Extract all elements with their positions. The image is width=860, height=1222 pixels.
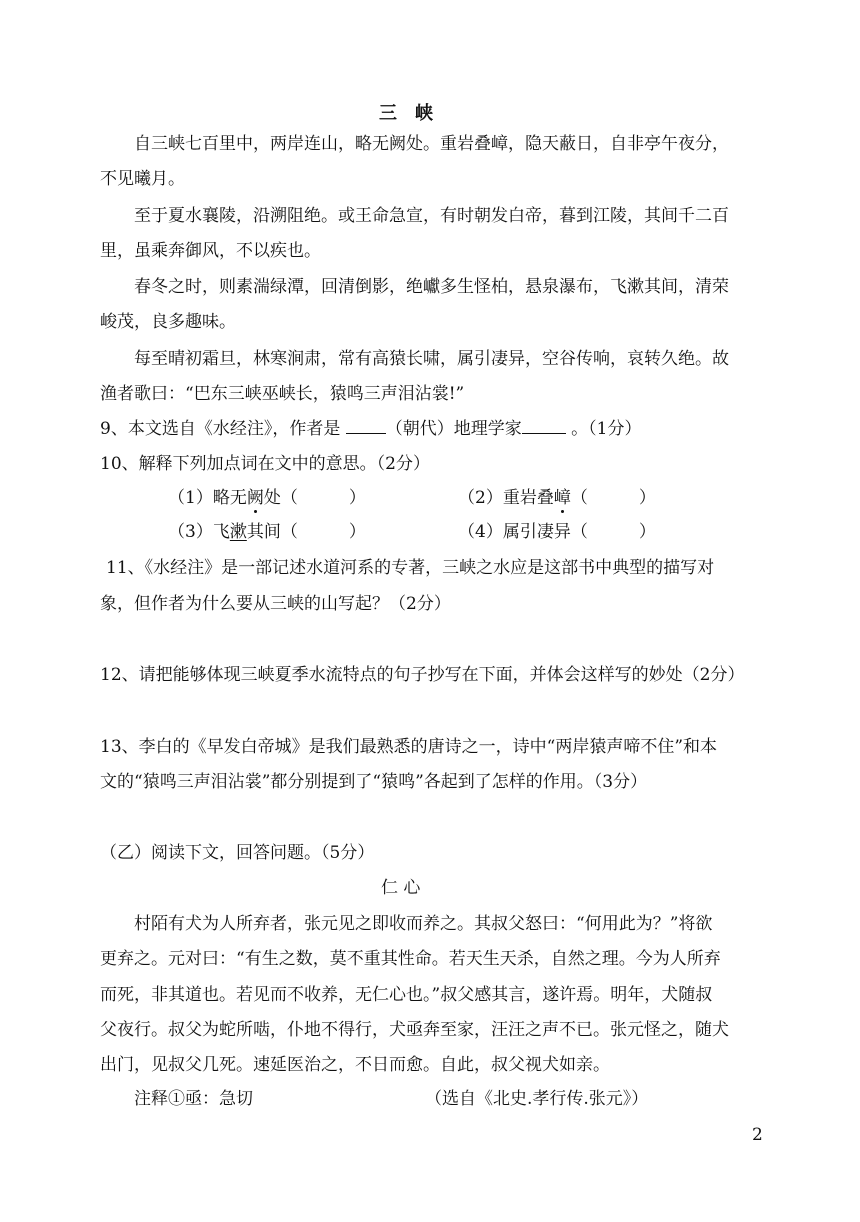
paragraph-2-line-2: 里，虽乘奔御风，不以疾也。	[100, 241, 321, 261]
item-4-prefix: （4）	[458, 522, 503, 542]
passage-b-line-1: 村陌有犬为人所弃者，张元见之即收而养之。其叔父怒曰：“何用此为？”将欲	[134, 914, 713, 934]
question-13-line-2: 文的“猿鸣三声泪沾裳”都分别提到了“猿鸣”各起到了怎样的作用。（3分）	[100, 772, 648, 792]
question-9-text-b: （朝代）地理学家	[385, 419, 522, 439]
paragraph-3-line-1: 春冬之时，则素湍绿潭，回清倒影，绝巘多生怪柏，悬泉瀑布，飞漱其间，清荣	[134, 277, 729, 297]
question-9	[100, 417, 641, 441]
item-2-dotted-char: 嶂	[553, 488, 571, 508]
question-10-item-2	[458, 486, 656, 510]
paragraph-1-line-2: 不见曦月。	[100, 169, 185, 189]
item-4-answer-paren[interactable]: 引凄异（ ）	[519, 522, 656, 542]
passage-b-line-4: 父夜行。叔父为蛇所啮，仆地不得行，犬亟奔至家，汪汪之声不已。张元怪之，随犬	[100, 1020, 729, 1040]
question-9-text-c: 。（1分）	[565, 419, 642, 439]
paragraph-4-line-2: 渔者歌曰：“巴东三峡巫峡长，猿鸣三声泪沾裳!”	[100, 384, 465, 404]
question-11-line-2: 象，但作者为什么要从三峡的山写起？（2分）	[100, 594, 451, 614]
source-citation: （选自《北史.孝行传.张元》）	[425, 1089, 649, 1109]
item-3-underlined-char: 漱	[229, 522, 247, 542]
question-9-text-a: 9、本文选自《水经注》，作者是	[100, 419, 346, 439]
question-10-stem: 10、解释下列加点词在文中的意思。（2分）	[100, 454, 430, 474]
paragraph-3-line-2: 峻茂，良多趣味。	[100, 312, 236, 332]
item-1-answer-paren[interactable]: 处（ ）	[263, 488, 366, 508]
passage-b-line-2: 更弃之。元对曰：“有生之数，莫不重其性命。若天生天杀，自然之理。今为人所弃	[100, 949, 721, 969]
question-10-item-1	[168, 486, 366, 510]
question-10-item-4	[458, 520, 656, 544]
paragraph-1-line-1: 自三峡七百里中，两岸连山，略无阙处。重岩叠嶂，隐天蔽日，自非亭午夜分，	[134, 134, 729, 154]
question-10-item-3	[168, 520, 366, 544]
passage-a-title: 三 峡	[379, 103, 433, 124]
item-3-answer-paren[interactable]: 其间（ ）	[246, 522, 366, 542]
passage-b-line-3: 而死，非其道也。若见而不收养，无仁心也。”叔父感其言，遂许焉。明年，犬随叔	[100, 985, 713, 1005]
footnote: 注释①亟：急切	[134, 1089, 253, 1109]
paragraph-4-line-1: 每至晴初霜旦，林寒涧肃，常有高猿长啸，属引凄异，空谷传响，哀转久绝。故	[134, 349, 729, 369]
item-2-prefix: （2）重岩叠	[458, 488, 554, 508]
item-1-dotted-char: 阙	[246, 488, 264, 508]
paragraph-2-line-1: 至于夏水襄陵，沿溯阻绝。或王命急宣，有时朝发白帝，暮到江陵，其间千二百	[134, 206, 729, 226]
passage-b-intro: （乙）阅读下文，回答问题。（5分）	[100, 843, 375, 863]
passage-b-line-5: 出门，见叔父几死。速延医治之，不日而愈。自此，叔父视犬如亲。	[100, 1055, 610, 1075]
item-4-char: 属	[502, 522, 520, 542]
item-1-prefix: （1）略无	[168, 488, 247, 508]
passage-b-title: 仁 心	[381, 878, 421, 898]
question-13-line-1: 13、李白的《早发白帝城》是我们最熟悉的唐诗之一，诗中“两岸猿声啼不住”和本	[100, 737, 718, 757]
item-3-prefix: （3）飞	[168, 522, 230, 542]
item-2-answer-paren[interactable]: （ ）	[570, 488, 656, 508]
question-12: 12、请把能够体现三峡夏季水流特点的句子抄写在下面，并体会这样写的妙处（2分）	[100, 665, 745, 685]
question-9-blank-author[interactable]	[522, 418, 566, 434]
question-11-line-1: 11、《水经注》是一部记述水道河系的专著，三峡之水应是这部书中典型的描写对	[106, 558, 715, 578]
page-number: 2	[752, 1125, 763, 1145]
question-9-blank-dynasty[interactable]	[346, 418, 386, 434]
